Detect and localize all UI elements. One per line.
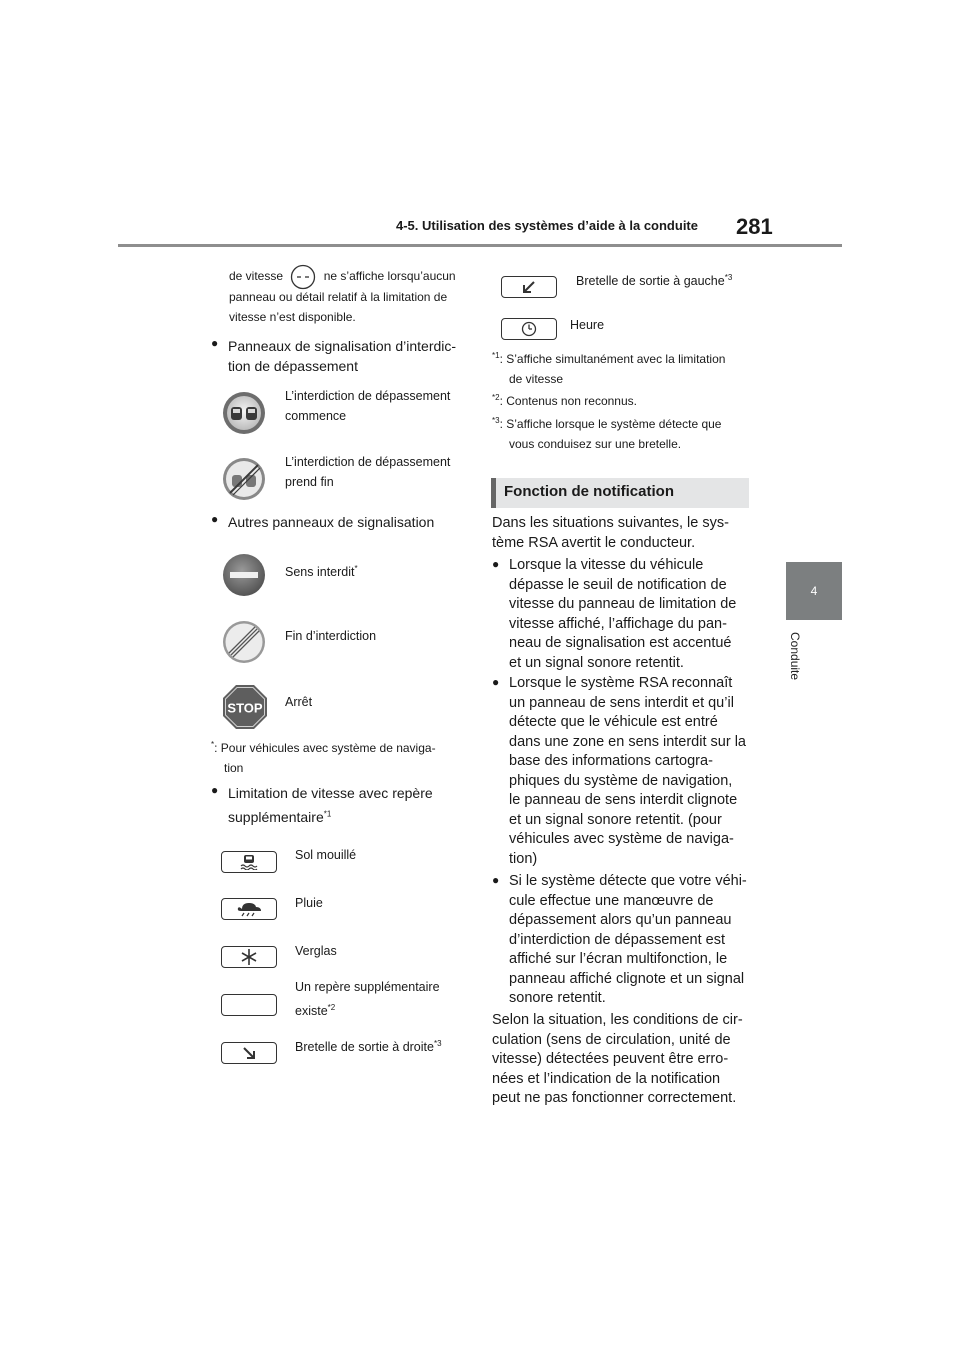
caption-time: Heure — [570, 318, 605, 332]
wet-road-icon — [221, 851, 277, 873]
clock-icon — [501, 318, 557, 340]
stop-sign-icon — [222, 684, 268, 730]
chapter-label: Conduite — [788, 632, 802, 681]
footnote-1-cont: de vitesse — [509, 372, 564, 386]
header-rule — [118, 244, 842, 247]
footnote-3-cont: vous conduisez sur une bretelle. — [509, 437, 682, 451]
intro-line2: panneau ou détail relatif à la limitation de — [229, 290, 448, 304]
end-of-restriction-sign-icon — [222, 620, 266, 664]
footnote-3: $^{*3}$: S’affiche lorsque le système détecte que — [492, 416, 722, 431]
bullet-dot: ● — [211, 783, 219, 797]
caption-overtake-start: L’interdiction de dépassement commence — [285, 389, 451, 423]
section-header-title: 4-5. Utilisation des systèmes d’aide à la conduite — [396, 218, 698, 233]
caption-exit-left: Bretelle de sortie à gauche$^{*3}$ — [576, 272, 733, 288]
chapter-tab — [786, 562, 842, 620]
bullet-dot: ● — [211, 336, 219, 350]
bullet-dot: ● — [492, 873, 500, 887]
caption-extra: Un repère supplémentaire existe$^{*2}$ — [295, 980, 440, 1018]
caption-exit-right: Bretelle de sortie à droite$^{*3}$ — [295, 1038, 442, 1054]
rain-icon — [221, 898, 277, 920]
end-no-overtaking-sign-icon — [222, 457, 266, 501]
note-navigation: *: Pour véhicules avec système de naviga- — [211, 740, 436, 755]
caption-no-entry: Sens interdit* — [285, 563, 358, 579]
no-overtaking-sign-icon — [222, 391, 266, 435]
footnote-2: $^{*2}$: Contenus non reconnus. — [492, 393, 637, 408]
blank-supplementary-icon — [221, 994, 277, 1016]
no-entry-sign-icon — [222, 553, 266, 597]
page-number: 281 — [736, 214, 773, 239]
intro-line3: vitesse n’est disponible. — [229, 310, 356, 324]
section-heading-accent — [491, 478, 496, 508]
caption-ice: Verglas — [295, 944, 337, 958]
notification-caveat: Selon la situation, les conditions de cir- culation (sens de circulation, unité de vitesse) détectées peuvent être erro- nées et l’indication de la notification peut ne pas fonctionner correctement. — [492, 1012, 743, 1106]
bullet-dot: ● — [492, 557, 500, 571]
caption-stop: Arrêt — [285, 695, 313, 709]
bullet-dot: ● — [211, 512, 219, 526]
caption-rain: Pluie — [295, 896, 323, 910]
note-navigation-cont: tion — [224, 761, 244, 775]
bullet-dot: ● — [492, 675, 500, 689]
notification-intro: Dans les situations suivantes, le sys- tème RSA avertit le conducteur. — [492, 515, 729, 551]
caption-wet: Sol mouillé — [295, 848, 357, 862]
arrow-down-left-icon — [501, 276, 557, 298]
snowflake-icon — [221, 946, 277, 968]
caption-overtake-end: L’interdiction de dépassement prend fin — [285, 455, 451, 489]
footnote-1: $^{*1}$: S’affiche simultanément avec la limitation — [492, 351, 726, 366]
stop-sign-text: STOP — [227, 700, 263, 716]
caption-end-restriction: Fin d’interdiction — [285, 629, 377, 643]
section-heading-text: Fonction de notification — [504, 483, 674, 500]
arrow-down-right-icon — [221, 1042, 277, 1064]
intro-line1: de vitesse ne s’affiche lorsqu’aucun — [229, 264, 456, 290]
chapter-number: 4 — [810, 584, 818, 598]
section-heading — [491, 478, 749, 508]
